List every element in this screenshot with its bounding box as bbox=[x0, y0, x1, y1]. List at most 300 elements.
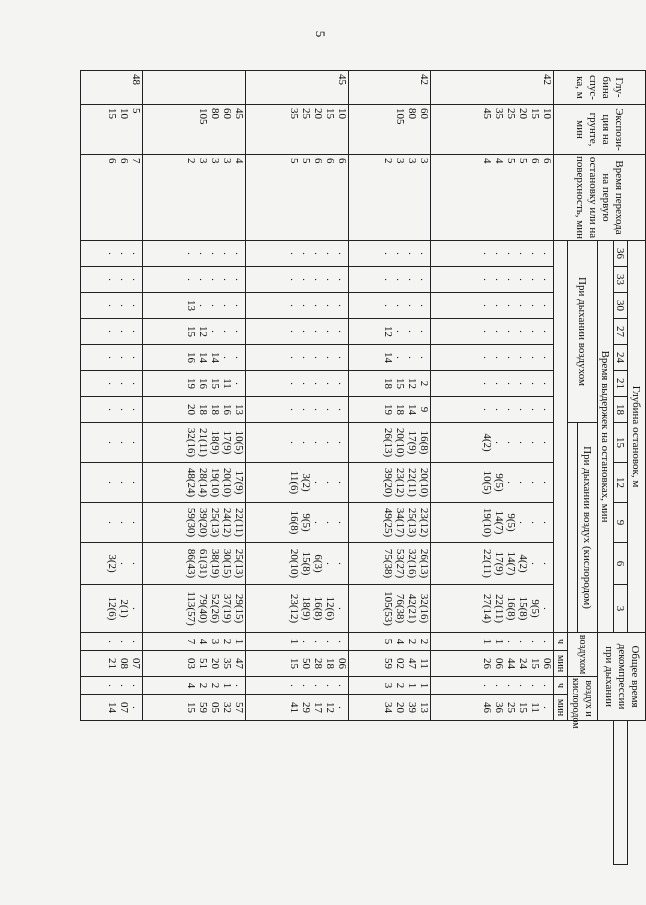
cell-s21 bbox=[431, 371, 554, 397]
cell-value: . bbox=[406, 304, 419, 307]
cell-value: 6 bbox=[529, 158, 541, 164]
cell-value: 50 bbox=[299, 658, 312, 670]
cell-value: 10(5) bbox=[481, 470, 493, 495]
cell-value: 24 bbox=[517, 658, 529, 670]
cell-value: . bbox=[299, 304, 312, 307]
decompression-table bbox=[80, 70, 646, 902]
cell-value: 3(2) bbox=[299, 473, 312, 492]
cell-value: . bbox=[529, 521, 541, 524]
cell-value: 15 bbox=[394, 378, 407, 389]
cell-value: 11(6) bbox=[287, 470, 300, 495]
oxy-breathing-header: При дыхании воздух (кислородом) bbox=[578, 423, 598, 633]
cell-ox-h bbox=[245, 677, 348, 695]
cell-s12 bbox=[143, 463, 246, 503]
cell-value: . bbox=[311, 521, 324, 524]
stop-depth-24: 24 bbox=[614, 345, 628, 371]
cell-value: 4(2) bbox=[481, 433, 493, 452]
cell-value: . bbox=[118, 356, 131, 359]
cell-value: . bbox=[118, 562, 131, 565]
cell-value: . bbox=[481, 278, 493, 281]
cell-value: . bbox=[335, 441, 348, 444]
cell-value: . bbox=[323, 521, 336, 524]
cell-value: . bbox=[529, 382, 541, 385]
cell-value: . bbox=[106, 684, 119, 687]
cell-value: . bbox=[505, 356, 517, 359]
cell-s9 bbox=[431, 503, 554, 543]
cell-value: 25 bbox=[505, 108, 517, 119]
cell-value: 3 bbox=[220, 158, 233, 164]
cell-value: . bbox=[517, 356, 529, 359]
cell-s18 bbox=[245, 397, 348, 423]
cell-value: . bbox=[323, 441, 336, 444]
cell-value: . bbox=[287, 382, 300, 385]
cell-value: 29(15) bbox=[232, 593, 245, 624]
cell-value: 18(9) bbox=[208, 430, 221, 455]
cell-value: . bbox=[232, 356, 245, 359]
cell-value: . bbox=[394, 356, 407, 359]
cell-value: 6 bbox=[335, 158, 348, 164]
stop-depth-33: 33 bbox=[614, 267, 628, 293]
cell-value: . bbox=[106, 304, 119, 307]
cell-value: . bbox=[517, 684, 529, 687]
cell-value: 15 bbox=[517, 702, 529, 714]
cell-value: 113(57) bbox=[184, 591, 197, 626]
cell-value: 10(5) bbox=[232, 430, 245, 455]
cell-s3 bbox=[245, 585, 348, 633]
cell-value: 3 bbox=[418, 158, 431, 164]
cell-value: 1 bbox=[232, 638, 245, 645]
cell-value: . bbox=[382, 252, 395, 255]
cell-s6 bbox=[245, 543, 348, 585]
cell-s9 bbox=[81, 503, 143, 543]
cell-s27 bbox=[81, 319, 143, 345]
cell-value: . bbox=[529, 278, 541, 281]
unit-min: мин bbox=[554, 651, 568, 677]
cell-value: 14 bbox=[106, 702, 119, 714]
cell-value: 12 bbox=[196, 326, 209, 337]
cell-value: 57 bbox=[232, 702, 245, 714]
cell-value: 16(8) bbox=[418, 430, 431, 455]
cell-s24 bbox=[143, 345, 246, 371]
cell-value: . bbox=[118, 640, 131, 643]
cell-value: . bbox=[208, 330, 221, 333]
air-breathing-header: При дыхании воздухом bbox=[568, 241, 598, 423]
cell-value: . bbox=[106, 330, 119, 333]
cell-value: 26(13) bbox=[418, 548, 431, 579]
cell-value: . bbox=[481, 408, 493, 411]
cell-ox-m bbox=[143, 695, 246, 721]
cell-value: . bbox=[323, 640, 336, 643]
cell-value: . bbox=[118, 278, 131, 281]
cell-s33 bbox=[81, 267, 143, 293]
cell-value: . bbox=[481, 356, 493, 359]
cell-value: . bbox=[299, 356, 312, 359]
cell-value: . bbox=[130, 607, 143, 610]
cell-value: . bbox=[382, 278, 395, 281]
cell-value: 15(8) bbox=[517, 596, 529, 621]
cell-value: 07 bbox=[118, 702, 131, 714]
cell-value: . bbox=[394, 252, 407, 255]
cell-ox-m bbox=[81, 695, 143, 721]
cell-value: 30(15) bbox=[220, 548, 233, 579]
cell-s3 bbox=[431, 585, 554, 633]
cell-s36 bbox=[348, 241, 430, 267]
cell-value: . bbox=[335, 481, 348, 484]
cell-value: 28(14) bbox=[196, 467, 209, 498]
cell-value: 2(1) bbox=[118, 599, 131, 618]
cell-transfer bbox=[431, 155, 554, 241]
cell-value: . bbox=[481, 382, 493, 385]
cell-value: . bbox=[323, 252, 336, 255]
cell-value: 25(13) bbox=[232, 548, 245, 579]
cell-value: 18 bbox=[394, 404, 407, 415]
cell-value: 07 bbox=[130, 658, 143, 670]
cell-value: 35 bbox=[287, 108, 300, 119]
cell-value: . bbox=[394, 278, 407, 281]
cell-value: 08 bbox=[118, 658, 131, 670]
table-row bbox=[431, 71, 554, 902]
cell-s18 bbox=[143, 397, 246, 423]
cell-value: 12 bbox=[406, 378, 419, 389]
cell-value: . bbox=[130, 330, 143, 333]
cell-value: 80 bbox=[406, 108, 419, 119]
cell-depth bbox=[143, 71, 246, 105]
cell-value: . bbox=[493, 278, 505, 281]
cell-value: 2 bbox=[418, 638, 431, 645]
stop-depth-header: Глубина остановок, м bbox=[628, 241, 646, 633]
cell-value: 2 bbox=[406, 638, 419, 645]
cell-value: . bbox=[517, 278, 529, 281]
cell-value: . bbox=[505, 382, 517, 385]
cell-value: 20(10) bbox=[418, 467, 431, 498]
cell-value: 12(6) bbox=[106, 596, 119, 621]
cell-value: 41 bbox=[287, 702, 300, 714]
cell-value: 19(10) bbox=[481, 507, 493, 538]
cell-value: . bbox=[541, 562, 553, 565]
cell-value: . bbox=[541, 481, 553, 484]
cell-s27 bbox=[143, 319, 246, 345]
cell-value: 2 bbox=[184, 158, 197, 164]
cell-value: 1 bbox=[418, 682, 431, 689]
cell-value: 2 bbox=[394, 682, 407, 689]
cell-value: 3 bbox=[208, 158, 221, 164]
total-air-header: воздухом bbox=[568, 633, 598, 677]
cell-value: . bbox=[505, 304, 517, 307]
cell-value: . bbox=[130, 684, 143, 687]
cell-s9 bbox=[348, 503, 430, 543]
cell-s30 bbox=[348, 293, 430, 319]
cell-value: 59 bbox=[196, 702, 209, 714]
cell-value: . bbox=[323, 408, 336, 411]
cell-value: . bbox=[505, 252, 517, 255]
cell-value: . bbox=[541, 330, 553, 333]
cell-value: 59(30) bbox=[184, 507, 197, 538]
cell-value: . bbox=[130, 304, 143, 307]
cell-value: 75(38) bbox=[382, 548, 395, 579]
cell-value: . bbox=[529, 441, 541, 444]
cell-value: 14 bbox=[196, 352, 209, 363]
cell-value: . bbox=[118, 252, 131, 255]
cell-value: 35 bbox=[493, 108, 505, 119]
cell-value: . bbox=[130, 408, 143, 411]
cell-value: 14 bbox=[382, 352, 395, 363]
cell-ox-m bbox=[348, 695, 430, 721]
cell-value: . bbox=[323, 481, 336, 484]
cell-value: . bbox=[311, 481, 324, 484]
cell-value: . bbox=[394, 330, 407, 333]
cell-value: . bbox=[335, 382, 348, 385]
cell-value: 25 bbox=[299, 108, 312, 119]
table-row bbox=[245, 71, 348, 902]
cell-value: 39(20) bbox=[382, 467, 395, 498]
cell-value: . bbox=[287, 441, 300, 444]
cell-value: . bbox=[106, 521, 119, 524]
depth-value: 45 bbox=[335, 74, 348, 85]
cell-value: 14 bbox=[208, 352, 221, 363]
cell-value: 24(12) bbox=[220, 507, 233, 538]
cell-value: . bbox=[529, 330, 541, 333]
cell-value: . bbox=[106, 382, 119, 385]
cell-value: 17 bbox=[311, 702, 324, 714]
cell-value: . bbox=[196, 252, 209, 255]
cell-value: 16(8) bbox=[505, 596, 517, 621]
cell-transfer bbox=[143, 155, 246, 241]
cell-s30 bbox=[143, 293, 246, 319]
cell-ox-m bbox=[245, 695, 348, 721]
cell-value: 3 bbox=[382, 682, 395, 689]
cell-value: . bbox=[541, 252, 553, 255]
cell-value: . bbox=[220, 252, 233, 255]
cell-value: 32(16) bbox=[184, 427, 197, 458]
cell-value: 23(12) bbox=[287, 593, 300, 624]
cell-value: 14(7) bbox=[493, 510, 505, 535]
cell-value: . bbox=[311, 330, 324, 333]
cell-transfer bbox=[348, 155, 430, 241]
depth-value: 42 bbox=[418, 74, 431, 85]
cell-value: . bbox=[505, 278, 517, 281]
cell-value: . bbox=[287, 252, 300, 255]
cell-value: 86(43) bbox=[184, 548, 197, 579]
cell-value: 51 bbox=[196, 658, 209, 670]
cell-value: . bbox=[406, 252, 419, 255]
cell-value: 45 bbox=[481, 108, 493, 119]
cell-value: . bbox=[406, 330, 419, 333]
stop-depth-6: 6 bbox=[614, 543, 628, 585]
cell-value: 76(38) bbox=[394, 593, 407, 624]
cell-value: 39 bbox=[406, 702, 419, 714]
cell-value: . bbox=[517, 252, 529, 255]
cell-value: 1 bbox=[287, 638, 300, 645]
cell-value: . bbox=[118, 441, 131, 444]
cell-value: 20 bbox=[517, 108, 529, 119]
cell-s15 bbox=[245, 423, 348, 463]
cell-value: 19 bbox=[382, 404, 395, 415]
cell-value: . bbox=[311, 408, 324, 411]
cell-value: 105(53) bbox=[382, 591, 395, 626]
cell-air-h bbox=[143, 633, 246, 651]
cell-air-m bbox=[431, 651, 554, 677]
cell-value: . bbox=[517, 441, 529, 444]
stop-depth-27: 27 bbox=[614, 319, 628, 345]
cell-value: 4 bbox=[196, 638, 209, 645]
cell-s9 bbox=[245, 503, 348, 543]
cell-value: 61(31) bbox=[196, 548, 209, 579]
cell-value: 9(5) bbox=[505, 513, 517, 532]
cell-s6 bbox=[431, 543, 554, 585]
cell-value: . bbox=[232, 252, 245, 255]
cell-value: . bbox=[106, 408, 119, 411]
cell-value: . bbox=[287, 278, 300, 281]
cell-value: 59 bbox=[382, 658, 395, 670]
cell-value: . bbox=[335, 640, 348, 643]
cell-value: 32 bbox=[220, 702, 233, 714]
cell-value: 2 bbox=[208, 682, 221, 689]
cell-value: . bbox=[130, 562, 143, 565]
cell-value: . bbox=[493, 252, 505, 255]
cell-value: 25(13) bbox=[208, 507, 221, 538]
cell-value: 26 bbox=[481, 658, 493, 670]
cell-value: 17(9) bbox=[406, 430, 419, 455]
transfer-header: Время перехода на первую остановку или на поверхность, мин bbox=[554, 155, 646, 241]
cell-s6 bbox=[143, 543, 246, 585]
cell-value: . bbox=[529, 356, 541, 359]
cell-value: 18 bbox=[208, 404, 221, 415]
cell-value: . bbox=[541, 684, 553, 687]
cell-value: . bbox=[130, 252, 143, 255]
cell-value: 5 bbox=[299, 158, 312, 164]
cell-s15 bbox=[143, 423, 246, 463]
cell-value: 20(10) bbox=[394, 427, 407, 458]
cell-value: 20 bbox=[394, 702, 407, 714]
table-row bbox=[143, 71, 246, 902]
table-row bbox=[81, 71, 143, 902]
cell-value: 5 bbox=[382, 638, 395, 645]
cell-value: . bbox=[541, 278, 553, 281]
cell-ox-h bbox=[81, 677, 143, 695]
cell-value: . bbox=[493, 382, 505, 385]
cell-value: . bbox=[505, 640, 517, 643]
cell-value: 15 bbox=[184, 702, 197, 714]
total-header: Общее время декомпрессии при дыхании bbox=[598, 633, 646, 721]
cell-value: 17(9) bbox=[220, 430, 233, 455]
cell-s27 bbox=[348, 319, 430, 345]
cell-ox-h bbox=[348, 677, 430, 695]
cell-value: . bbox=[311, 278, 324, 281]
cell-value: 14 bbox=[406, 404, 419, 415]
table-row bbox=[348, 71, 430, 902]
cell-value: . bbox=[118, 481, 131, 484]
cell-value: . bbox=[184, 278, 197, 281]
cell-s30 bbox=[245, 293, 348, 319]
cell-value: . bbox=[196, 304, 209, 307]
cell-value: 36 bbox=[493, 702, 505, 714]
cell-value: 44 bbox=[505, 658, 517, 670]
cell-value: 15 bbox=[287, 658, 300, 670]
cell-value: . bbox=[299, 252, 312, 255]
cell-value: 34 bbox=[382, 702, 395, 714]
cell-value: . bbox=[335, 684, 348, 687]
cell-value: . bbox=[323, 382, 336, 385]
cell-value: 47 bbox=[406, 658, 419, 670]
cell-s27 bbox=[431, 319, 554, 345]
cell-value: . bbox=[208, 304, 221, 307]
cell-value: 23(12) bbox=[394, 467, 407, 498]
cell-value: . bbox=[335, 408, 348, 411]
total-oxy-header: воздух и кислородом bbox=[568, 677, 598, 721]
cell-s36 bbox=[143, 241, 246, 267]
cell-s3 bbox=[81, 585, 143, 633]
cell-value: 4 bbox=[394, 638, 407, 645]
cell-value: 28 bbox=[311, 658, 324, 670]
cell-value: 2 bbox=[220, 638, 233, 645]
cell-value: 03 bbox=[184, 658, 197, 670]
cell-s27 bbox=[245, 319, 348, 345]
cell-value: 21 bbox=[106, 658, 119, 670]
cell-s36 bbox=[81, 241, 143, 267]
cell-value: 23(12) bbox=[418, 507, 431, 538]
stop-depth-9: 9 bbox=[614, 503, 628, 543]
depth-value: 42 bbox=[541, 74, 553, 85]
cell-exposure bbox=[431, 105, 554, 155]
cell-s18 bbox=[431, 397, 554, 423]
cell-value: . bbox=[335, 330, 348, 333]
cell-value: 42(21) bbox=[406, 593, 419, 624]
cell-value: . bbox=[323, 330, 336, 333]
cell-value: . bbox=[493, 441, 505, 444]
stop-depth-18: 18 bbox=[614, 397, 628, 423]
cell-value: 06 bbox=[541, 658, 553, 670]
cell-value: . bbox=[335, 356, 348, 359]
cell-value: 34(17) bbox=[394, 507, 407, 538]
cell-depth bbox=[431, 71, 554, 105]
cell-value: . bbox=[493, 330, 505, 333]
cell-value: 02 bbox=[394, 658, 407, 670]
cell-value: 4 bbox=[481, 158, 493, 164]
cell-value: 05 bbox=[208, 702, 221, 714]
cell-value: 4 bbox=[493, 158, 505, 164]
cell-value: . bbox=[541, 640, 553, 643]
cell-value: 15 bbox=[106, 108, 119, 119]
cell-value: 5 bbox=[130, 108, 143, 114]
cell-value: . bbox=[517, 521, 529, 524]
cell-value: . bbox=[541, 521, 553, 524]
cell-value: 16 bbox=[184, 352, 197, 363]
cell-value: . bbox=[232, 304, 245, 307]
cell-value: . bbox=[335, 607, 348, 610]
cell-value: 39(20) bbox=[196, 507, 209, 538]
cell-value: 25 bbox=[505, 702, 517, 714]
cell-value: 13 bbox=[418, 702, 431, 714]
cell-value: 52(26) bbox=[208, 593, 221, 624]
cell-value: . bbox=[541, 356, 553, 359]
cell-value: 14(7) bbox=[505, 551, 517, 576]
cell-value: 6(3) bbox=[311, 554, 324, 573]
unit-h: ч bbox=[554, 633, 568, 651]
cell-s33 bbox=[348, 267, 430, 293]
cell-exposure bbox=[81, 105, 143, 155]
cell-value: . bbox=[517, 481, 529, 484]
cell-depth bbox=[245, 71, 348, 105]
cell-s33 bbox=[143, 267, 246, 293]
cell-value: . bbox=[335, 304, 348, 307]
cell-value: . bbox=[493, 684, 505, 687]
stop-depth-3: 3 bbox=[614, 585, 628, 633]
cell-value: . bbox=[208, 278, 221, 281]
cell-value: . bbox=[232, 330, 245, 333]
cell-s36 bbox=[431, 241, 554, 267]
cell-value: 20(10) bbox=[220, 467, 233, 498]
cell-s21 bbox=[81, 371, 143, 397]
